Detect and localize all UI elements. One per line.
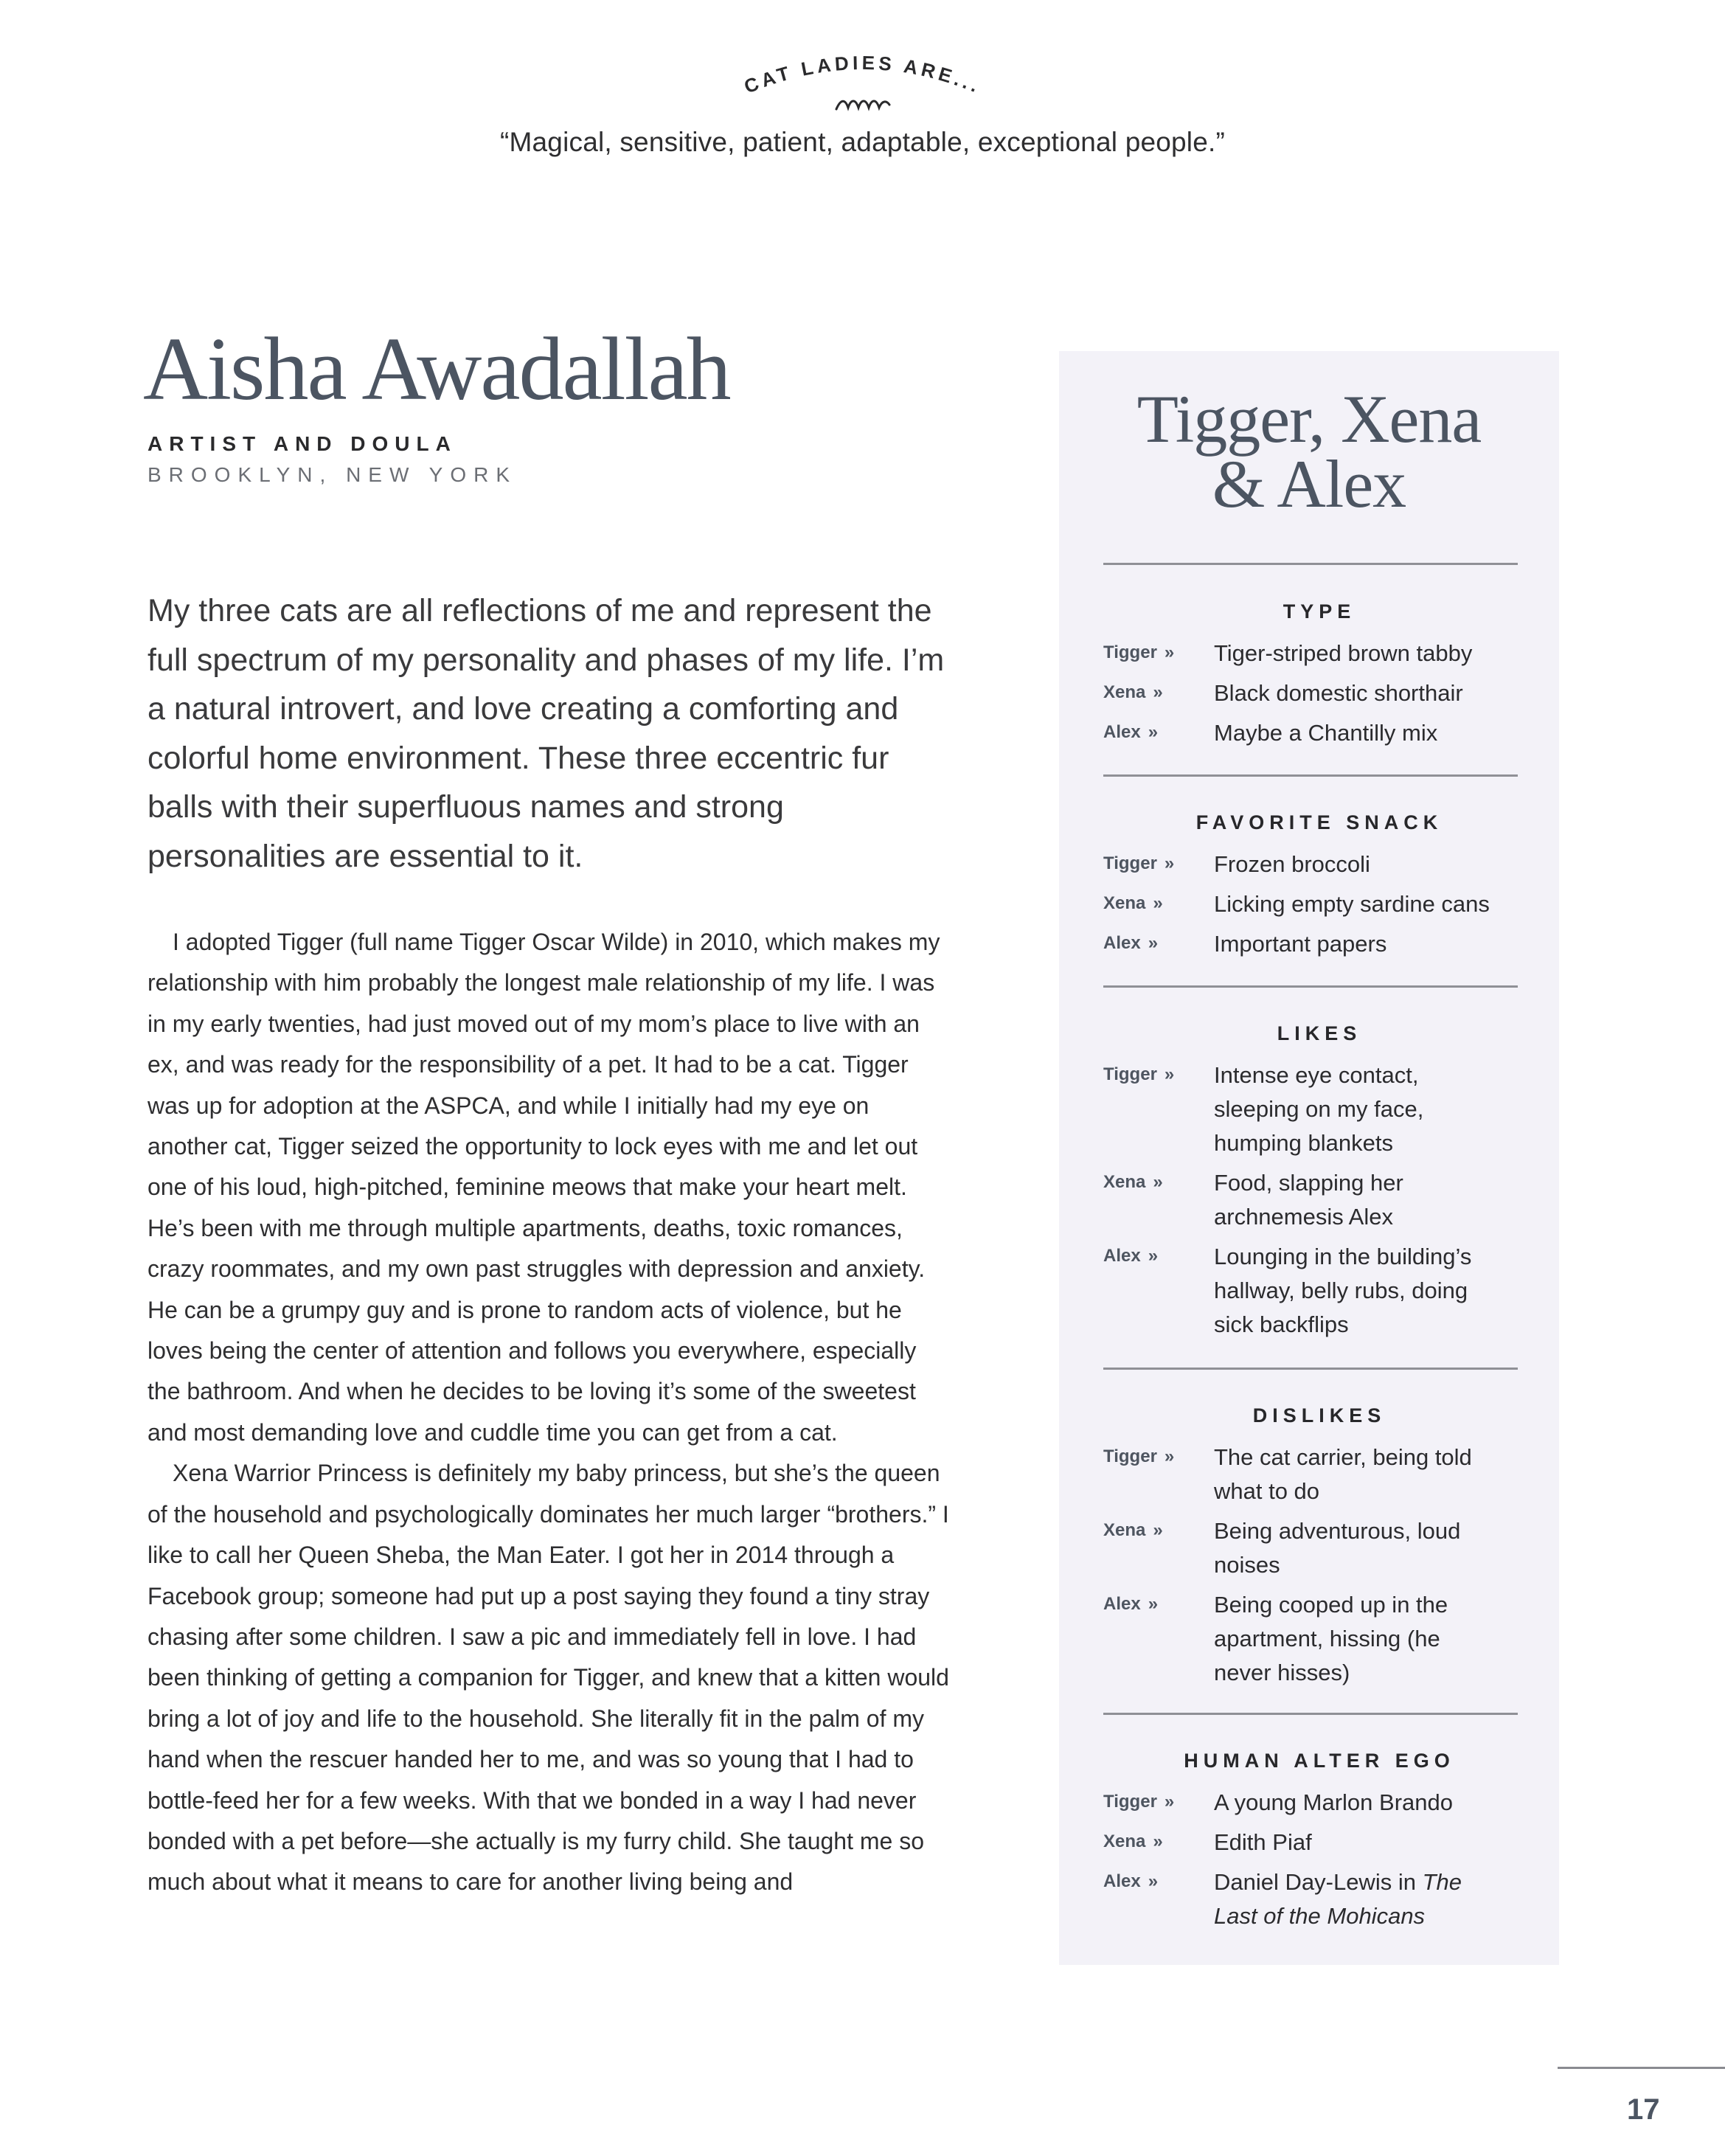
folio-rule	[1558, 2067, 1725, 2069]
section-dislikes	[1103, 1404, 1531, 1696]
sidebar-title	[1059, 381, 1559, 521]
cat-label	[1103, 1166, 1214, 1193]
section-heading: FAVORITE SNACK	[1195, 811, 1443, 833]
cat-label	[1103, 1865, 1214, 1892]
tagline-quote: “Magical, sensitive, patient, adaptable, exceptional people.”	[499, 127, 1226, 157]
list-item	[1103, 676, 1531, 710]
cat-label	[1103, 716, 1214, 743]
cat-name: Alex	[1103, 722, 1141, 742]
cat-value: Frozen broccoli	[1214, 851, 1370, 877]
body-paragraph: Xena Warrior Princess is definitely my baby princess, but she’s the queen of the household and psychologically dominates her much larger “brothers.” I like to call her Queen Sheba, the Man Eater. I got her in 2014 through a Facebook group; someone had put up a post saying they found a tiny stray chasing after some children. I saw a pic and immediately fell in love. I had been thinking of getting a companion for Tigger, and knew that a kitten would bring a lot of joy and life to the household. She literally fit in the palm of my hand when the rescuer handed her to me, and was so young that I had to bottle-feed her for a few weeks. With that we bonded in a way I had never bonded with a pet before—she actually is my furry child. She taught me so much about what it means to care for another living being and	[147, 1460, 949, 1896]
cat-value: Food, slapping her archnemesis Alex	[1214, 1170, 1403, 1230]
arrow-icon: »	[1164, 642, 1175, 662]
profile-role: ARTIST AND DOULA	[147, 432, 457, 455]
cat-value: Maybe a Chantilly mix	[1214, 720, 1438, 746]
cat-label	[1103, 1514, 1214, 1541]
cat-name: Tigger	[1103, 1064, 1157, 1084]
section-heading: TYPE	[1283, 600, 1356, 623]
cat-value: Intense eye contact, sleeping on my face, humping blankets	[1214, 1062, 1424, 1156]
profile-block	[143, 319, 951, 487]
cat-name: Alex	[1103, 1246, 1141, 1266]
section-human-alter-ego	[1103, 1750, 1531, 1939]
cat-value: Important papers	[1214, 931, 1387, 957]
divider	[1103, 1368, 1518, 1370]
cat-name: Xena	[1103, 682, 1146, 702]
arrow-icon: »	[1148, 933, 1159, 953]
section-likes	[1103, 1022, 1531, 1348]
section-favorite-snack	[1103, 811, 1531, 967]
list-item	[1103, 1058, 1531, 1160]
article-body	[147, 922, 951, 1903]
cat-label	[1103, 1786, 1214, 1812]
list-item	[1103, 1865, 1531, 1933]
arrow-icon: »	[1153, 893, 1163, 913]
divider	[1103, 985, 1518, 988]
sidebar-title-line1: Tigger, Xena	[1136, 381, 1482, 457]
cat-label	[1103, 676, 1214, 703]
cat-label	[1103, 1441, 1214, 1467]
list-item	[1103, 1441, 1531, 1508]
list-item	[1103, 927, 1531, 961]
cat-value: A young Marlon Brando	[1214, 1789, 1453, 1815]
cat-value: Licking empty sardine cans	[1214, 891, 1490, 917]
cat-name: Tigger	[1103, 1446, 1157, 1466]
list-item	[1103, 1786, 1531, 1820]
section-heading: HUMAN ALTER EGO	[1184, 1750, 1455, 1772]
cat-value: The cat carrier, being told what to do	[1214, 1444, 1472, 1504]
arrow-icon: »	[1148, 1594, 1159, 1614]
divider	[1103, 1713, 1518, 1715]
section-heading: DISLIKES	[1252, 1404, 1386, 1427]
list-item	[1103, 637, 1531, 670]
list-item	[1103, 1166, 1531, 1234]
arrow-icon: »	[1148, 722, 1159, 742]
arc-label	[708, 44, 1018, 103]
cat-name: Alex	[1103, 933, 1141, 953]
page-number: 17	[1627, 2093, 1660, 2126]
cat-name: Xena	[1103, 1172, 1146, 1192]
list-item	[1103, 887, 1531, 921]
cat-profile-sidebar	[1059, 351, 1559, 1965]
arrow-icon: »	[1164, 1446, 1175, 1466]
cat-value: Black domestic shorthair	[1214, 680, 1463, 706]
profile-location: BROOKLYN, NEW YORK	[147, 463, 518, 486]
cat-label	[1103, 1826, 1214, 1852]
lede-paragraph: My three cats are all reflections of me and represent the full spectrum of my personality and phases of my life. I’m a natural introvert, and love creating a comforting and colorful home environment. These three eccentric fur balls with their superfluous names and strong personalities are essential to it.	[147, 593, 945, 874]
page-header	[0, 44, 1725, 158]
cat-name: Tigger	[1103, 1792, 1157, 1812]
film-title: The Last of the Mohicans	[1214, 1869, 1462, 1929]
cat-name: Xena	[1103, 1520, 1146, 1540]
divider	[1103, 563, 1518, 565]
cat-name: Xena	[1103, 1831, 1146, 1851]
cat-value: Lounging in the building’s hallway, belly rubs, doing sick backflips	[1214, 1244, 1472, 1337]
arc-label-text: CAT LADIES ARE...	[740, 51, 985, 98]
arrow-icon: »	[1164, 1064, 1175, 1084]
svg-text:CAT LADIES ARE...	[740, 52, 985, 98]
cat-label	[1103, 1240, 1214, 1266]
list-item	[1103, 1826, 1531, 1859]
cat-value: Edith Piaf	[1214, 1829, 1312, 1855]
arrow-icon: »	[1153, 682, 1163, 702]
list-item	[1103, 848, 1531, 881]
cat-value: Tiger-striped brown tabby	[1214, 640, 1473, 666]
cat-name: Alex	[1103, 1871, 1141, 1891]
arrow-icon: »	[1148, 1871, 1159, 1891]
section-type	[1103, 600, 1531, 756]
cat-value-text: Daniel Day-Lewis in	[1214, 1869, 1423, 1895]
arrow-icon: »	[1164, 853, 1175, 873]
cat-label	[1103, 927, 1214, 954]
arrow-icon: »	[1164, 1792, 1175, 1812]
list-item	[1103, 716, 1531, 750]
cat-name: Xena	[1103, 893, 1146, 913]
list-item	[1103, 1240, 1531, 1342]
squiggle-ornament-icon	[833, 97, 892, 114]
cat-name: Tigger	[1103, 853, 1157, 873]
sidebar-title-line2: & Alex	[1212, 446, 1406, 521]
arrow-icon: »	[1153, 1520, 1163, 1540]
arrow-icon: »	[1153, 1172, 1163, 1192]
arrow-icon: »	[1148, 1246, 1159, 1266]
list-item	[1103, 1514, 1531, 1582]
cat-label	[1103, 887, 1214, 914]
cat-label	[1103, 1058, 1214, 1085]
cat-value	[1214, 1865, 1494, 1933]
section-heading: LIKES	[1277, 1022, 1362, 1044]
divider	[1103, 774, 1518, 777]
cat-value: Being adventurous, loud noises	[1214, 1518, 1461, 1578]
cat-name: Tigger	[1103, 642, 1157, 662]
cat-label	[1103, 1588, 1214, 1615]
cat-label	[1103, 848, 1214, 874]
cat-value: Being cooped up in the apartment, hissing (he never hisses)	[1214, 1592, 1448, 1685]
cat-name: Alex	[1103, 1594, 1141, 1614]
list-item	[1103, 1588, 1531, 1690]
arrow-icon: »	[1153, 1831, 1163, 1851]
cat-label	[1103, 637, 1214, 663]
profile-name: Aisha Awadallah	[143, 319, 730, 419]
body-paragraph: I adopted Tigger (full name Tigger Oscar Wilde) in 2010, which makes my relationship with him probably the longest male relationship of my life. I was in my early twenties, had just moved out of my mom’s place to live with an ex, and was ready for the responsibility of a pet. It had to be a cat. Tigger was up for adoption at the ASPCA, and while I initially had my eye on another cat, Tigger seized the opportunity to lock eyes with me and let out one of his loud, high-pitched, feminine meows that make your heart melt. He’s been with me through multiple apartments, deaths, toxic romances, crazy roommates, and my own past struggles with depression and anxiety. He can be a grumpy guy and is prone to random acts of violence, but he loves being the center of attention and follows you everywhere, especially the bathroom. And when he decides to be loving it’s some of the sweetest and most demanding love and cuddle time you can get from a cat.	[147, 929, 940, 1446]
